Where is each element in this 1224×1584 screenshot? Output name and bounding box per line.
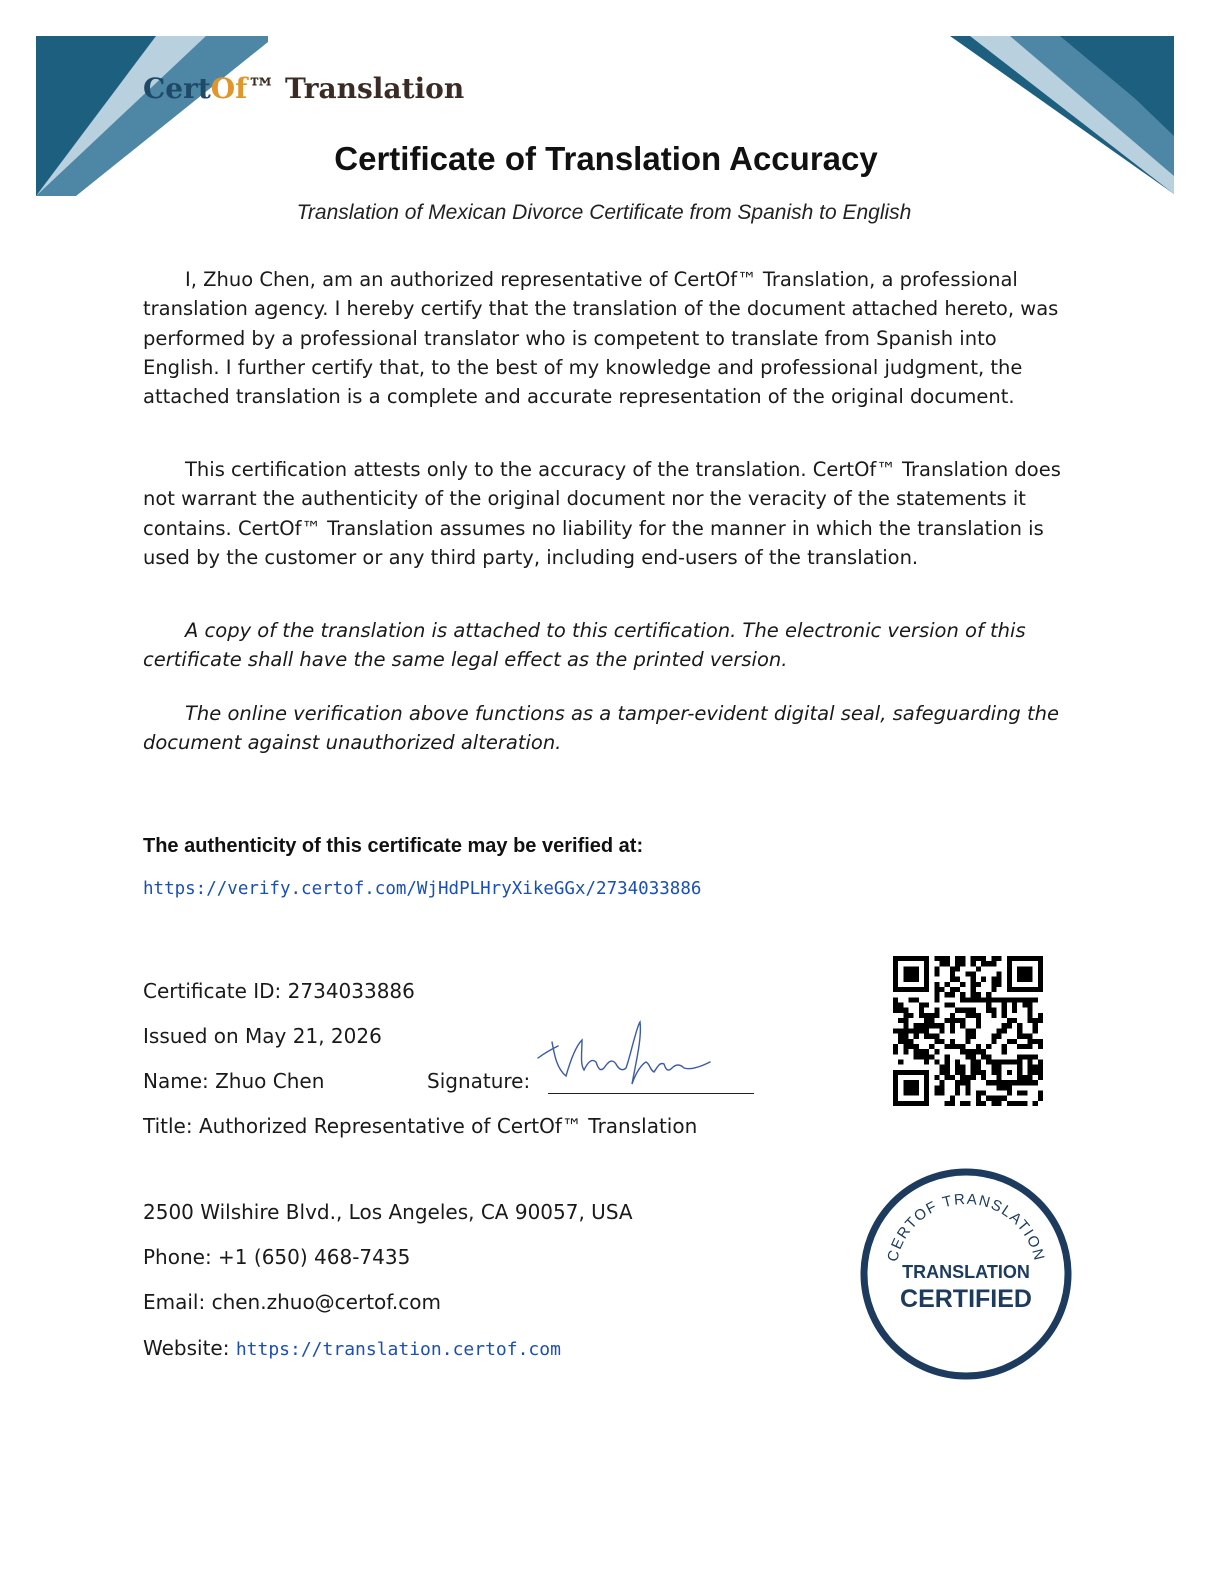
- page-subtitle: Translation of Mexican Divorce Certificate from Spanish to English: [296, 201, 912, 224]
- verification-link[interactable]: https://verify.certof.com/WjHdPLHryXikeGGx/2734033886: [143, 879, 702, 899]
- seal-line-translation: TRANSLATION: [902, 1262, 1030, 1282]
- contact-email: Email: chen.zhuo@certof.com: [143, 1290, 441, 1314]
- signature-label: Signature:: [427, 1069, 531, 1093]
- contact-phone: Phone: +1 (650) 468-7435: [143, 1245, 411, 1269]
- seal-line-certified: CERTIFIED: [900, 1285, 1032, 1313]
- disclaimer-paragraph: This certification attests only to the accuracy of the translation. CertOf™ Translation does not warrant the authenticity of the original document nor the veracity of the statements it contains. CertOf™ Translation assumes no liability for the manner in which the translation is used by the customer or any third party, including end-users of the translation.: [143, 458, 1061, 569]
- brand-logo: [143, 72, 464, 105]
- contact-address: 2500 Wilshire Blvd., Los Angeles, CA 90057, USA: [143, 1200, 633, 1224]
- brand-logo-part-translation: ™ Translation: [247, 72, 465, 105]
- website-label: Website:: [143, 1336, 236, 1360]
- verification-label: The authenticity of this certificate may be verified at:: [143, 835, 644, 857]
- signature-line: [548, 1093, 754, 1094]
- certification-paragraph: I, Zhuo Chen, am an authorized representative of CertOf™ Translation, a professional translation agency. I hereby certify that the translation of the document attached hereto, was performed by a professional translator who is competent to translate from Spanish into English. I further certify that, to the best of my knowledge and professional judgment, the attached translation is a complete and accurate representation of the original document.: [143, 268, 1059, 409]
- brand-logo-part-cert: Cert: [143, 72, 211, 105]
- signer-name: Name: Zhuo Chen: [143, 1069, 325, 1093]
- website-link[interactable]: https://translation.certof.com: [235, 1339, 561, 1360]
- attachment-note-paragraph: A copy of the translation is attached to this certification. The electronic version of this certificate shall have the same legal effect as the printed version.: [143, 619, 1026, 672]
- contact-website: [143, 1336, 561, 1360]
- certificate-id: Certificate ID: 2734033886: [143, 979, 415, 1003]
- handwritten-signature: [532, 1018, 722, 1088]
- qr-code[interactable]: [893, 956, 1043, 1106]
- signer-title: Title: Authorized Representative of CertOf™ Translation: [143, 1114, 698, 1138]
- seal-arc-text: CERTOF TRANSLATION: [884, 1190, 1048, 1264]
- certified-seal: [858, 1166, 1074, 1382]
- brand-logo-part-of: Of: [210, 72, 248, 105]
- page-title: Certificate of Translation Accuracy: [334, 140, 878, 177]
- digital-seal-note-paragraph: The online verification above functions as a tamper-evident digital seal, safeguarding the document against unauthorized alteration.: [143, 702, 1060, 755]
- issue-date: Issued on May 21, 2026: [143, 1024, 382, 1048]
